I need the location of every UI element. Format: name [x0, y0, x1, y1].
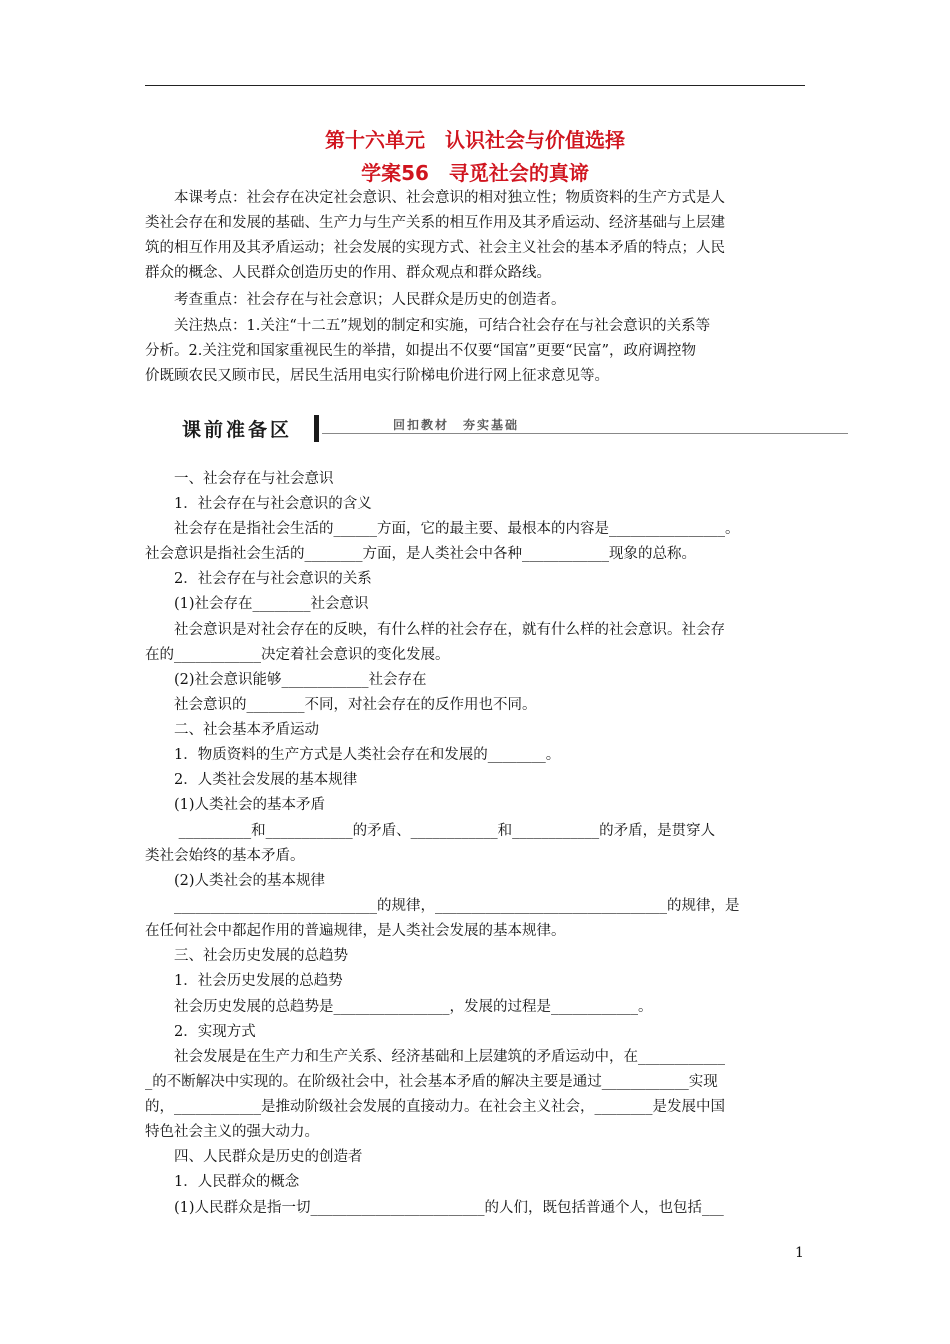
body-line: (2)社会意识能够____________社会存在 — [145, 672, 427, 688]
body-line: 在任何社会中都起作用的普遍规律，是人类社会发展的基本规律。 — [145, 923, 566, 939]
intro-line: 关注热点：1.关注“十二五”规划的制定和实施，可结合社会存在与社会意识的关系等 — [145, 318, 711, 334]
body-line: (1)社会存在________社会意识 — [145, 596, 369, 612]
banner-bar — [314, 415, 319, 442]
body-line: _的不断解决中实现的。在阶级社会中，社会基本矛盾的解决主要是通过____________实现 — [145, 1074, 718, 1090]
banner-line — [322, 433, 848, 434]
body-line: 社会意识是对社会存在的反映，有什么样的社会存在，就有什么样的社会意识。社会存 — [145, 622, 725, 638]
body-line: 1．社会存在与社会意识的含义 — [145, 496, 372, 512]
section-banner — [178, 413, 848, 443]
body-line: 一、社会存在与社会意识 — [145, 471, 334, 487]
body-line: 社会意识的________不同，对社会存在的反作用也不同。 — [145, 697, 537, 713]
intro-line: 价既顾农民又顾市民，居民生活用电实行阶梯电价进行网上征求意见等。 — [145, 368, 609, 384]
body-line: 三、社会历史发展的总趋势 — [145, 948, 348, 964]
banner-subtitle: 回扣教材 夯实基础 — [393, 418, 520, 432]
body-line: 1．人民群众的概念 — [145, 1174, 300, 1190]
intro-line: 考查重点：社会存在与社会意识；人民群众是历史的创造者。 — [145, 292, 566, 308]
lesson-title: 学案56 寻觅社会的真谛 — [361, 161, 589, 185]
body-line: 社会历史发展的总趋势是________________，发展的过程是____________。 — [145, 999, 653, 1015]
body-line: 的，____________是推动阶级社会发展的直接动力。在社会主义社会，________是发展中国 — [145, 1099, 725, 1115]
body-line: 社会意识是指社会生活的________方面，是人类社会中各种____________现象的总称。 — [145, 546, 696, 562]
body-line: 类社会始终的基本矛盾。 — [145, 848, 305, 864]
body-line: 社会存在是指社会生活的______方面，它的最主要、最根本的内容是________________。 — [145, 521, 740, 537]
page-number: 1 — [795, 1245, 804, 1261]
body-line: 1．社会历史发展的总趋势 — [145, 973, 343, 989]
intro-line: 筑的相互作用及其矛盾运动；社会发展的实现方式、社会主义社会的基本矛盾的特点；人民 — [145, 240, 725, 256]
body-line: 2．社会存在与社会意识的关系 — [145, 571, 372, 587]
top-rule — [145, 85, 805, 86]
body-line: ____________________________的规律，________________________________的规律，是 — [145, 898, 740, 914]
body-line: (1)人民群众是指一切________________________的人们，既包括普通个人，也包括___ — [145, 1200, 724, 1216]
body-line: 1．物质资料的生产方式是人类社会存在和发展的________。 — [145, 747, 561, 763]
body-line: 社会发展是在生产力和生产关系、经济基础和上层建筑的矛盾运动中，在____________ — [145, 1049, 725, 1065]
body-line: 2．人类社会发展的基本规律 — [145, 772, 358, 788]
intro-line: 类社会存在和发展的基础、生产力与生产关系的相互作用及其矛盾运动、经济基础与上层建 — [145, 215, 725, 231]
intro-line: 分析。2.关注党和国家重视民生的举措，如提出不仅要“国富”更要“民富”，政府调控物 — [145, 343, 696, 359]
body-line: 在的____________决定着社会意识的变化发展。 — [145, 647, 450, 663]
body-line: 四、人民群众是历史的创造者 — [145, 1149, 363, 1165]
body-line: 2．实现方式 — [145, 1024, 256, 1040]
body-line: (2)人类社会的基本规律 — [145, 873, 326, 889]
body-line: 特色社会主义的强大动力。 — [145, 1124, 319, 1140]
intro-line: 本课考点：社会存在决定社会意识、社会意识的相对独立性；物质资料的生产方式是人 — [145, 190, 725, 206]
body-line: (1)人类社会的基本矛盾 — [145, 797, 326, 813]
unit-title: 第十六单元 认识社会与价值选择 — [325, 128, 625, 152]
banner-label: 课前准备区 — [182, 419, 293, 441]
body-line: 二、社会基本矛盾运动 — [145, 722, 319, 738]
body-line: __________和____________的矛盾、____________和____________的矛盾，是贯穿人 — [145, 823, 716, 839]
banner-box — [178, 413, 316, 441]
intro-line: 群众的概念、人民群众创造历史的作用、群众观点和群众路线。 — [145, 265, 551, 281]
